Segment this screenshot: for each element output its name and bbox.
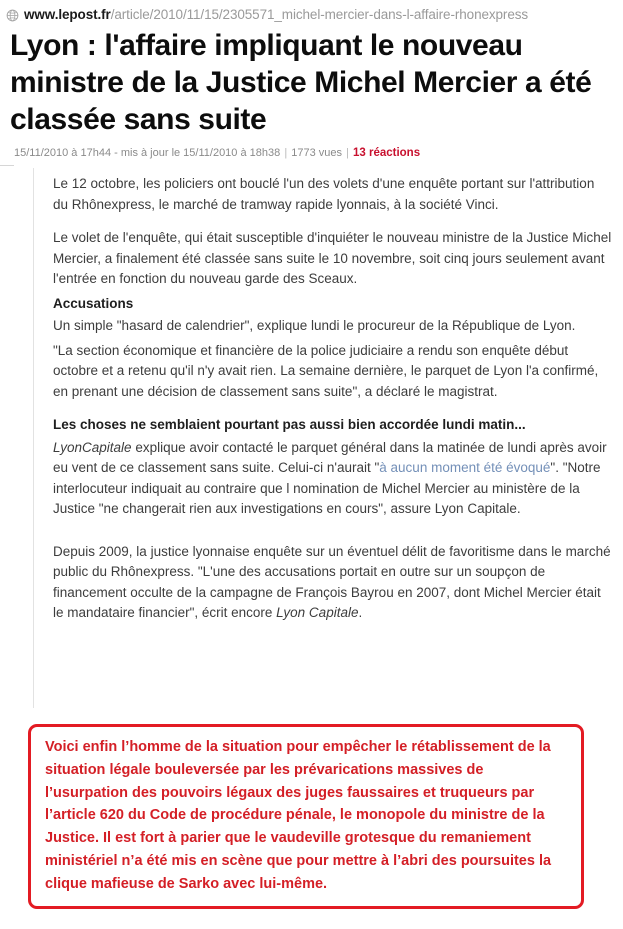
page-title: Lyon : l'affaire impliquant le nouveau ministre de la Justice Michel Mercier a été classée sans suite — [10, 29, 592, 136]
paragraph-5 — [53, 438, 613, 520]
url-text — [24, 7, 528, 23]
paragraph-5-part-c: ". "Notre interlocuteur indiquait au contraire que l nomination de Michel Mercier au ministère de la Justice "ne changerait rien aux investigations en cours", assure Lyon Capitale. — [53, 460, 601, 516]
article-body — [0, 174, 623, 624]
paragraph-6-end: . — [358, 605, 363, 620]
globe-icon — [6, 9, 19, 22]
url-domain: www.lepost.fr — [24, 7, 111, 22]
paragraph-3: Un simple "hasard de calendrier", explique lundi le procureur de la République de Lyon. — [53, 318, 576, 333]
red-annotation-box — [28, 724, 584, 909]
paragraph-1: Le 12 octobre, les policiers ont bouclé l'un des volets d'une enquête portant sur l'attribution du Rhônexpress, le marché de tramway rapide lyonnais, à la société Vinci. — [53, 176, 595, 212]
paragraph-spacer — [53, 533, 613, 542]
paragraph-2: Le volet de l'enquête, qui était susceptible d'inquiéter le nouveau ministre de la Justice Michel Mercier, a finalement été classée sans suite le 10 novembre, soit cinq jours seulement avant l'entrée en fonction du nouveau garde des Sceaux. — [53, 230, 612, 286]
meta-separator-1: | — [284, 147, 288, 159]
browser-url-bar[interactable] — [0, 0, 623, 26]
paragraph-6 — [53, 542, 613, 624]
publish-date: 15/11/2010 à 17h44 - mis à jour le 15/11/2010 à 18h38 — [14, 147, 281, 159]
paragraph-quote: "La section économique et financière de la police judiciaire a rendu son enquête début octobre et a retenu qu'il n'y avait rien. La semaine dernière, le parquet de Lyon l'a confirmé, en prenant une décision de classement sans suite", a déclaré le magistrat. — [53, 342, 599, 399]
meta-divider — [0, 165, 14, 166]
heading-les-choses: Les choses ne semblaient pourtant pas aussi bien accordée lundi matin... — [53, 417, 526, 432]
paragraph-6-part-a: Depuis 2009, la justice lyonnaise enquête sur un éventuel délit de favoritisme dans le marché public du Rhônexpress. "L'une des accusations portait en outre sur un soupçon de financement occulte de la campagne de François Bayrou en 2007, dont Michel Mercier était le mandataire financier", écrit encore — [53, 543, 611, 620]
paragraph-5-part-b: explique avoir contacté le parquet général dans la matinée de lundi après avoir eu vent de ce classement sans suite. Celui-ci n'aurait " — [53, 439, 607, 475]
article-meta — [14, 147, 623, 160]
view-count: 1773 vues — [291, 147, 342, 159]
url-path: /article/2010/11/15/2305571_michel-mercier-dans-l-affaire-rhonexpress — [110, 7, 529, 22]
source-name-lyoncapitale: LyonCapitale — [53, 439, 132, 455]
red-annotation-text: Voici enfin l’homme de la situation pour empêcher le rétablissement de la situation légale bouleversée par les prévarications massives de l’usurpation des pouvoirs légaux des juges faussaires et truqueurs par l’article 620 du Code de procédure pénale, le monopole du ministre de la Justice. Il est fort à parier que le vaudeville grotesque du remaniement ministériel n’a été mis en scène que pour mettre à l’abri des poursuites la clique mafieuse de Sarko avec lui-même. — [45, 739, 552, 892]
inline-link-evoque[interactable]: à aucun moment été évoqué — [379, 460, 551, 475]
heading-accusations: Accusations — [53, 295, 134, 311]
reactions-link[interactable]: 13 réactions — [352, 147, 421, 159]
source-name-lyon-capitale: Lyon Capitale — [276, 605, 359, 620]
meta-separator-2: | — [346, 147, 349, 159]
